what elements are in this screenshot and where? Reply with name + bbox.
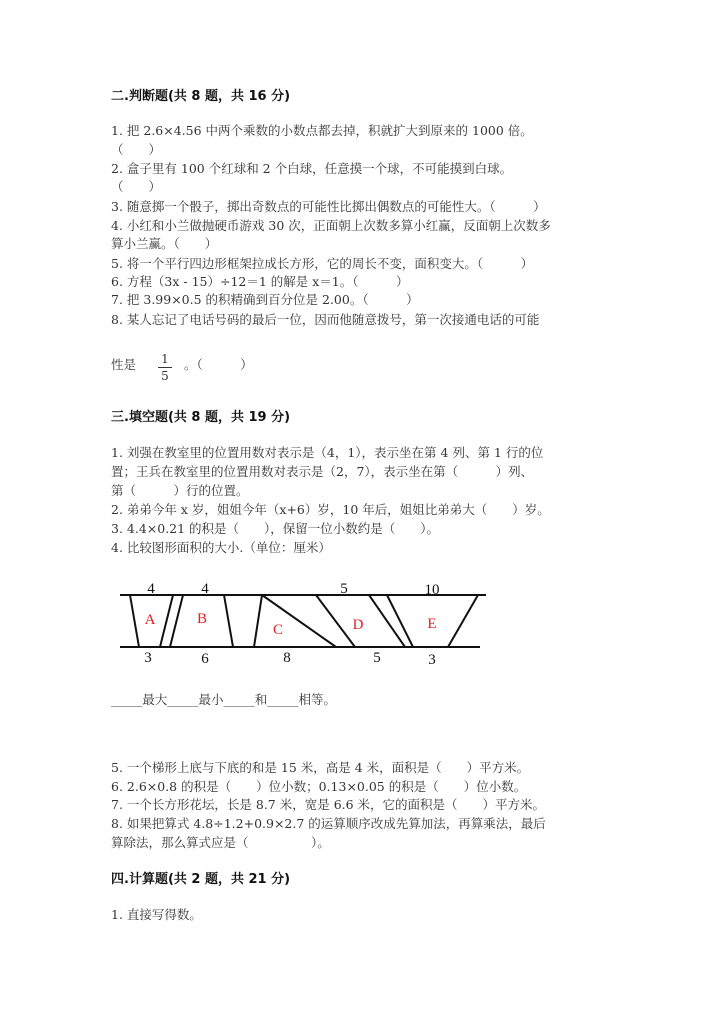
- bottom-label: 5: [373, 650, 381, 666]
- top-label: 10: [424, 582, 440, 598]
- shape-label-b: B: [196, 611, 208, 627]
- question-line: 1. 刘强在教室里的位置用数对表示是（4，1），表示坐在第 4 列、第 1 行的位: [111, 445, 544, 460]
- section-title-judge: 二.判断题(共 8 题，共 16 分): [111, 89, 291, 104]
- shape-a-edge: [130, 595, 139, 647]
- question-line: 4. 小红和小兰做抛硬币游戏 30 次，正面朝上次数多算小红赢，反面朝上次数多: [111, 218, 551, 233]
- bottom-label: 3: [428, 652, 436, 668]
- section-title-fill: 三.填空题(共 8 题，共 19 分): [111, 410, 291, 425]
- shape-c-edge: [254, 595, 262, 647]
- shape-label-a: A: [144, 612, 156, 628]
- section-title-calc: 四.计算题(共 2 题，共 21 分): [111, 872, 291, 887]
- question-line: 2. 盒子里有 100 个红球和 2 个白球，任意摸一个球，不可能摸到白球。: [111, 161, 513, 176]
- question-line: 8. 某人忘记了电话号码的最后一位，因而他随意拨号，第一次接通电话的可能: [111, 312, 540, 327]
- question-line: 2. 弟弟今年 x 岁，姐姐今年（x+6）岁，10 年后，姐姐比弟弟大（ ）岁。: [111, 502, 550, 517]
- top-label: 5: [340, 581, 348, 597]
- top-label: 4: [201, 581, 209, 597]
- fraction-denominator: 5: [161, 369, 169, 383]
- shape-e-edge: [448, 595, 478, 647]
- shape-b-edge: [224, 595, 233, 647]
- shape-c-edge: [262, 595, 336, 647]
- bottom-label: 3: [144, 650, 152, 666]
- question-line: 5. 一个梯形上底与下底的和是 15 米，高是 4 米，面积是（ ）平方米。: [111, 760, 530, 775]
- question-line-prefix: 性是: [111, 357, 137, 372]
- question-line: 5. 将一个平行四边形框架拉成长方形，它的周长不变，面积变大。（ ）: [111, 256, 534, 271]
- shape-label-e: E: [427, 616, 437, 632]
- question-line: 7. 把 3.99×0.5 的积精确到百分位是 2.00。（ ）: [111, 292, 419, 307]
- shape-d-edge: [316, 595, 355, 647]
- bottom-label: 6: [201, 651, 209, 667]
- question-line: 第（ ）行的位置。: [111, 483, 249, 498]
- bottom-label: 8: [283, 650, 291, 666]
- question-line: 6. 2.6×0.8 的积是（ ）位小数；0.13×0.05 的积是（ ）位小数。: [111, 779, 527, 794]
- question-line: 4. 比较图形面积的大小.（单位：厘米）: [111, 540, 331, 555]
- question-line: 1. 把 2.6×4.56 中两个乘数的小数点都去掉，积就扩大到原来的 1000 倍。: [111, 123, 533, 138]
- shape-label-c: C: [272, 622, 284, 638]
- fraction-numerator: 1: [161, 352, 169, 366]
- top-label: 4: [147, 581, 155, 597]
- answer-blank: （ ）: [111, 142, 162, 157]
- compare-line: _____最大_____最小_____和_____相等。: [111, 692, 337, 707]
- answer-blank: （ ）: [111, 179, 162, 194]
- question-line: 置；王兵在教室里的位置用数对表示是（2，7），表示坐在第（ ）列、: [111, 464, 534, 479]
- question-line: 算除法，那么算式应是（ ）。: [111, 835, 330, 850]
- shape-label-d: D: [352, 617, 364, 633]
- question-line: 1. 直接写得数。: [111, 907, 202, 922]
- question-line: 6. 方程（3x - 15）÷12＝1 的解是 x＝1。（ ）: [111, 274, 409, 289]
- question-line: 算小兰赢。（ ）: [111, 236, 218, 251]
- question-line-suffix: 。（ ）: [184, 357, 253, 372]
- question-line: 7. 一个长方形花坛，长是 8.7 米，宽是 6.6 米，它的面积是（ ）平方米。: [111, 797, 546, 812]
- question-line: 3. 4.4×0.21 的积是（ ），保留一位小数约是（ ）。: [111, 521, 440, 536]
- question-line: 3. 随意掷一个骰子，掷出奇数点的可能性比掷出偶数点的可能性大。（ ）: [111, 199, 546, 214]
- question-line: 8. 如果把算式 4.8÷1.2+0.9×2.7 的运算顺序改成先算加法，再算乘法，最后: [111, 816, 546, 831]
